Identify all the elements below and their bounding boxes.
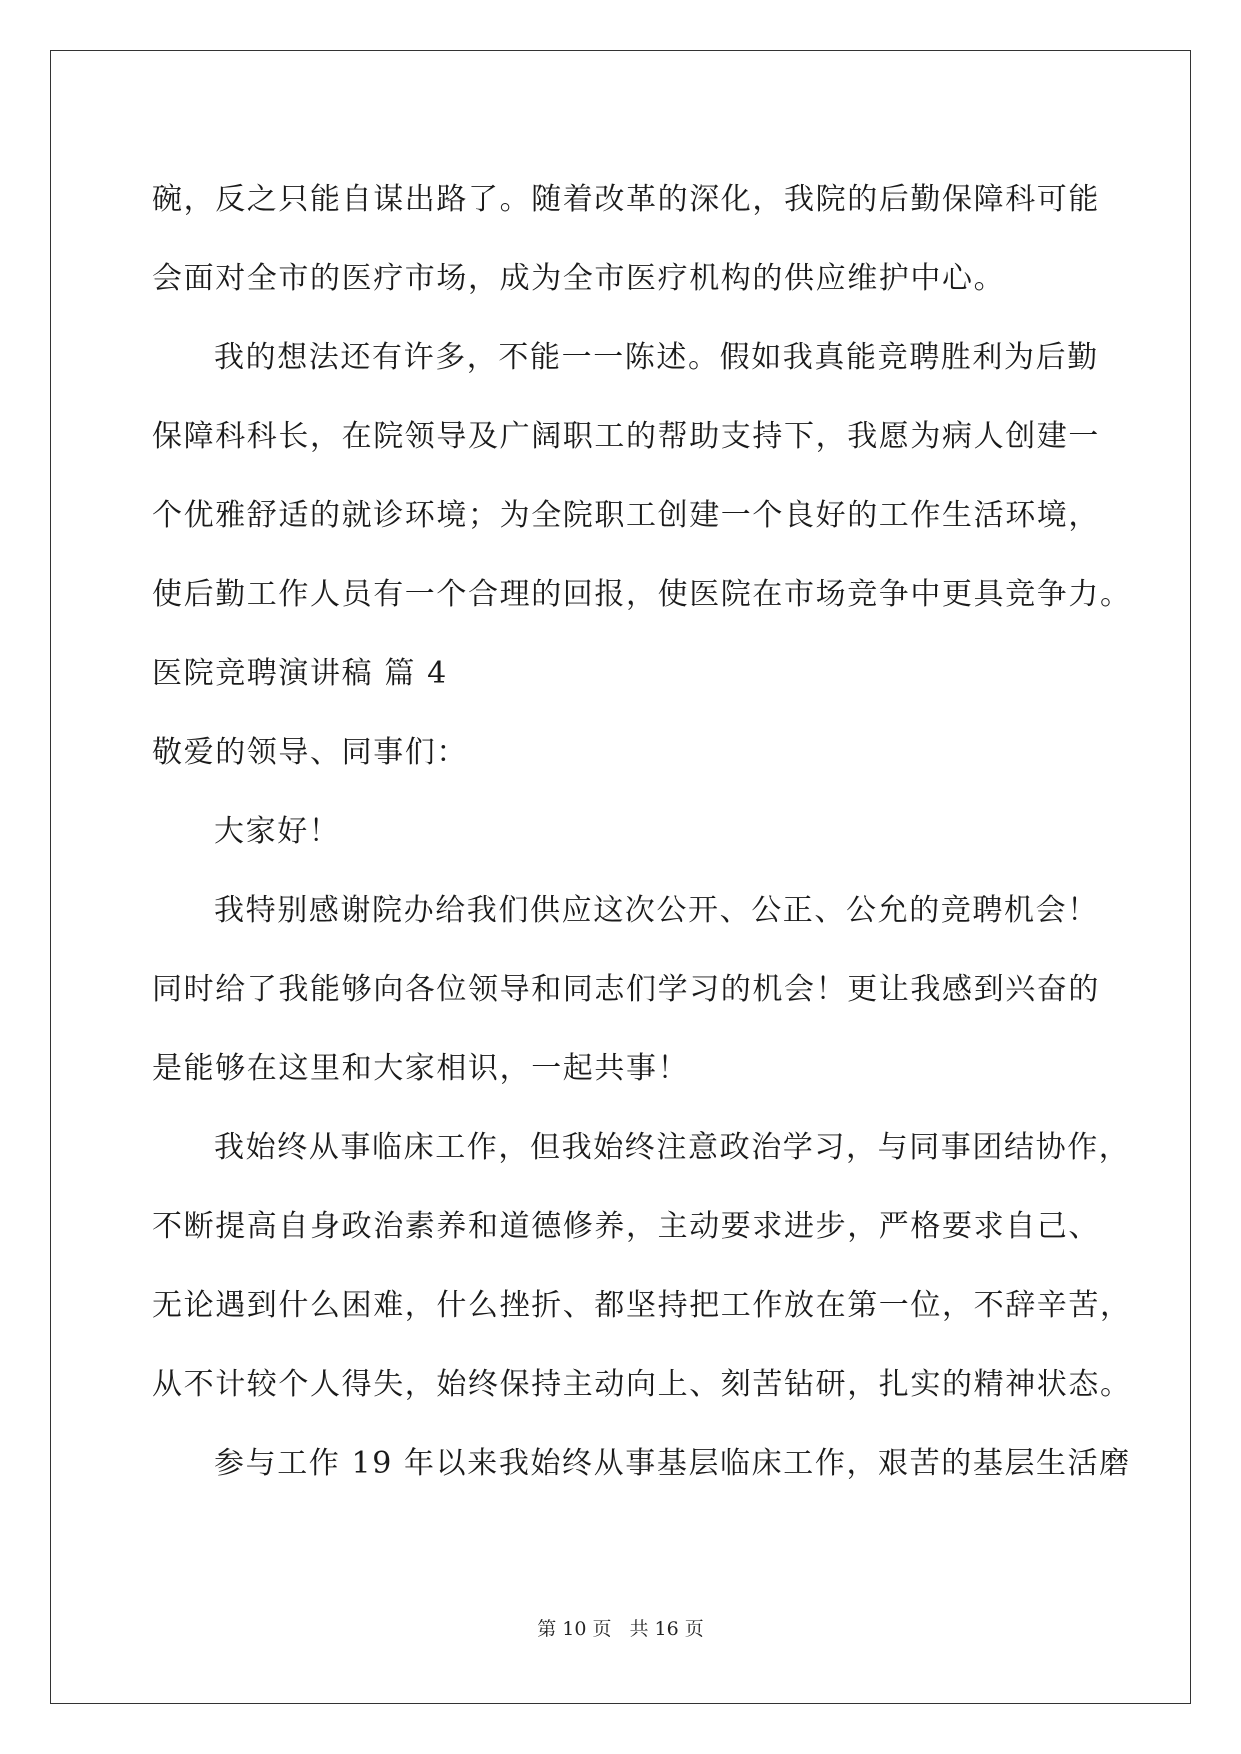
text-line: 不断提高自身政治素养和道德修养，主动要求进步，严格要求自己、: [152, 1209, 1100, 1244]
text-line: 我的想法还有许多，不能一一陈述。假如我真能竞聘胜利为后勤: [214, 340, 1099, 375]
text-line: 会面对全市的医疗市场，成为全市医疗机构的供应维护中心。: [152, 261, 1006, 296]
text-line: 是能够在这里和大家相识，一起共事！: [152, 1051, 690, 1086]
text-line: 同时给了我能够向各位领导和同志们学习的机会！更让我感到兴奋的: [152, 972, 1100, 1007]
text-line: 使后勤工作人员有一个合理的回报，使医院在市场竞争中更具竞争力。: [152, 577, 1132, 612]
salutation: 敬爱的领导、同事们：: [152, 735, 468, 770]
text-line: 从不计较个人得失，始终保持主动向上、刻苦钻研，扎实的精神状态。: [152, 1367, 1132, 1402]
document-body: [152, 160, 1132, 1503]
text-line: 我特别感谢院办给我们供应这次公开、公正、公允的竞聘机会！: [214, 893, 1099, 928]
text-line: 个优雅舒适的就诊环境；为全院职工创建一个良好的工作生活环境，: [152, 498, 1100, 533]
page-number: 第 10 页: [537, 1618, 612, 1640]
text-line: 无论遇到什么困难，什么挫折、都坚持把工作放在第一位，不辞辛苦，: [152, 1288, 1132, 1323]
page-footer: [0, 1617, 1241, 1641]
page-total: 共 16 页: [629, 1618, 704, 1640]
section-heading: 医院竞聘演讲稿 篇 4: [152, 656, 448, 691]
text-line: 碗，反之只能自谋出路了。随着改革的深化，我院的后勤保障科可能: [152, 182, 1100, 217]
text-line: 保障科科长，在院领导及广阔职工的帮助支持下，我愿为病人创建一: [152, 419, 1100, 454]
greeting: 大家好！: [214, 814, 341, 849]
text-line: 我始终从事临床工作，但我始终注意政治学习，与同事团结协作，: [214, 1130, 1131, 1165]
text-line: 参与工作 19 年以来我始终从事基层临床工作，艰苦的基层生活磨: [214, 1446, 1131, 1481]
